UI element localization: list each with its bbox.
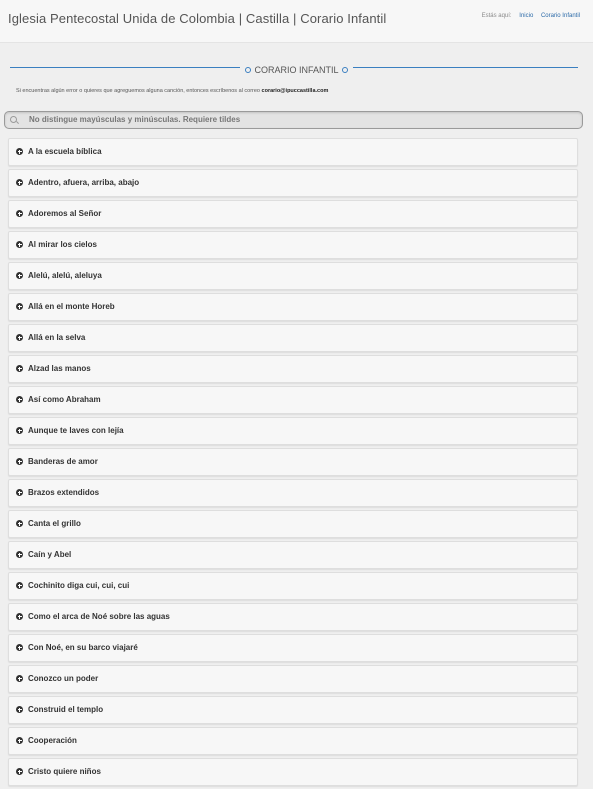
expand-plus-icon <box>16 551 23 558</box>
song-item[interactable] <box>8 200 578 228</box>
breadcrumb-prefix: Estás aquí: <box>481 13 512 19</box>
expand-plus-icon <box>16 272 23 279</box>
expand-plus-icon <box>16 458 23 465</box>
song-title: Como el arca de Noé sobre las aguas <box>28 612 170 621</box>
song-item[interactable] <box>8 758 578 786</box>
song-item[interactable] <box>8 479 578 507</box>
notice-email[interactable]: corario@ipuccastilla.com <box>261 88 329 94</box>
song-item[interactable] <box>8 510 578 538</box>
song-item[interactable] <box>8 541 578 569</box>
song-item[interactable] <box>8 324 578 352</box>
expand-plus-icon <box>16 644 23 651</box>
expand-plus-icon <box>16 241 23 248</box>
song-title: Al mirar los cielos <box>28 240 97 249</box>
expand-plus-icon <box>16 675 23 682</box>
song-item[interactable] <box>8 386 578 414</box>
expand-plus-icon <box>16 768 23 775</box>
expand-plus-icon <box>16 613 23 620</box>
song-title: Brazos extendidos <box>28 488 100 497</box>
song-item[interactable] <box>8 572 578 600</box>
song-item[interactable] <box>8 169 578 197</box>
song-title: Banderas de amor <box>28 457 98 466</box>
divider-dot-right-icon <box>342 67 348 73</box>
song-title: Con Noé, en su barco viajaré <box>28 643 138 652</box>
search-icon <box>10 116 17 123</box>
notice-message: Si encuentras algún error o quieres que agreguemos alguna canción, entonces escríbenos al correo <box>16 88 260 94</box>
search-box <box>4 111 583 129</box>
expand-plus-icon <box>16 303 23 310</box>
song-title: A la escuela bíblica <box>28 147 102 156</box>
song-title: Conozco un poder <box>28 674 99 683</box>
expand-plus-icon <box>16 737 23 744</box>
song-title: Cochinito diga cui, cui, cui <box>28 581 130 590</box>
song-item[interactable] <box>8 696 578 724</box>
section-title-box <box>240 63 352 77</box>
expand-plus-icon <box>16 396 23 403</box>
song-title: Alelú, alelú, aleluya <box>28 271 102 280</box>
song-item[interactable] <box>8 727 578 755</box>
song-item[interactable] <box>8 603 578 631</box>
song-title: Allá en la selva <box>28 333 86 342</box>
song-title: Cooperación <box>28 736 77 745</box>
expand-plus-icon <box>16 148 23 155</box>
song-title: Caín y Abel <box>28 550 72 559</box>
expand-plus-icon <box>16 334 23 341</box>
song-list <box>8 138 578 789</box>
song-item[interactable] <box>8 355 578 383</box>
song-item[interactable] <box>8 665 578 693</box>
song-title: Alzad las manos <box>28 364 91 373</box>
notice-text <box>16 88 328 94</box>
song-title: Adoremos al Señor <box>28 209 102 218</box>
top-bar <box>0 0 593 43</box>
song-item[interactable] <box>8 448 578 476</box>
section-title: CORARIO INFANTIL <box>254 65 339 75</box>
song-item[interactable] <box>8 634 578 662</box>
song-title: Adentro, afuera, arriba, abajo <box>28 178 140 187</box>
site-title[interactable]: Iglesia Pentecostal Unida de Colombia | Castilla | Corario Infantil <box>8 11 387 26</box>
divider-dot-left-icon <box>245 67 251 73</box>
expand-plus-icon <box>16 706 23 713</box>
expand-plus-icon <box>16 210 23 217</box>
expand-plus-icon <box>16 179 23 186</box>
search-input[interactable] <box>29 113 569 126</box>
song-item[interactable] <box>8 138 578 166</box>
song-title: Aunque te laves con lejía <box>28 426 124 435</box>
song-item[interactable] <box>8 262 578 290</box>
section-heading <box>0 60 593 74</box>
expand-plus-icon <box>16 489 23 496</box>
song-title: Así como Abraham <box>28 395 101 404</box>
expand-plus-icon <box>16 427 23 434</box>
song-item[interactable] <box>8 231 578 259</box>
song-item[interactable] <box>8 293 578 321</box>
expand-plus-icon <box>16 365 23 372</box>
breadcrumb-current-link[interactable]: Corario Infantil <box>540 13 580 19</box>
breadcrumb <box>482 13 580 19</box>
song-title: Allá en el monte Horeb <box>28 302 115 311</box>
song-item[interactable] <box>8 417 578 445</box>
song-title: Cristo quiere niños <box>28 767 101 776</box>
expand-plus-icon <box>16 520 23 527</box>
song-title: Canta el grillo <box>28 519 81 528</box>
breadcrumb-home-link[interactable]: Inicio <box>519 13 534 19</box>
song-title: Construid el templo <box>28 705 104 714</box>
expand-plus-icon <box>16 582 23 589</box>
